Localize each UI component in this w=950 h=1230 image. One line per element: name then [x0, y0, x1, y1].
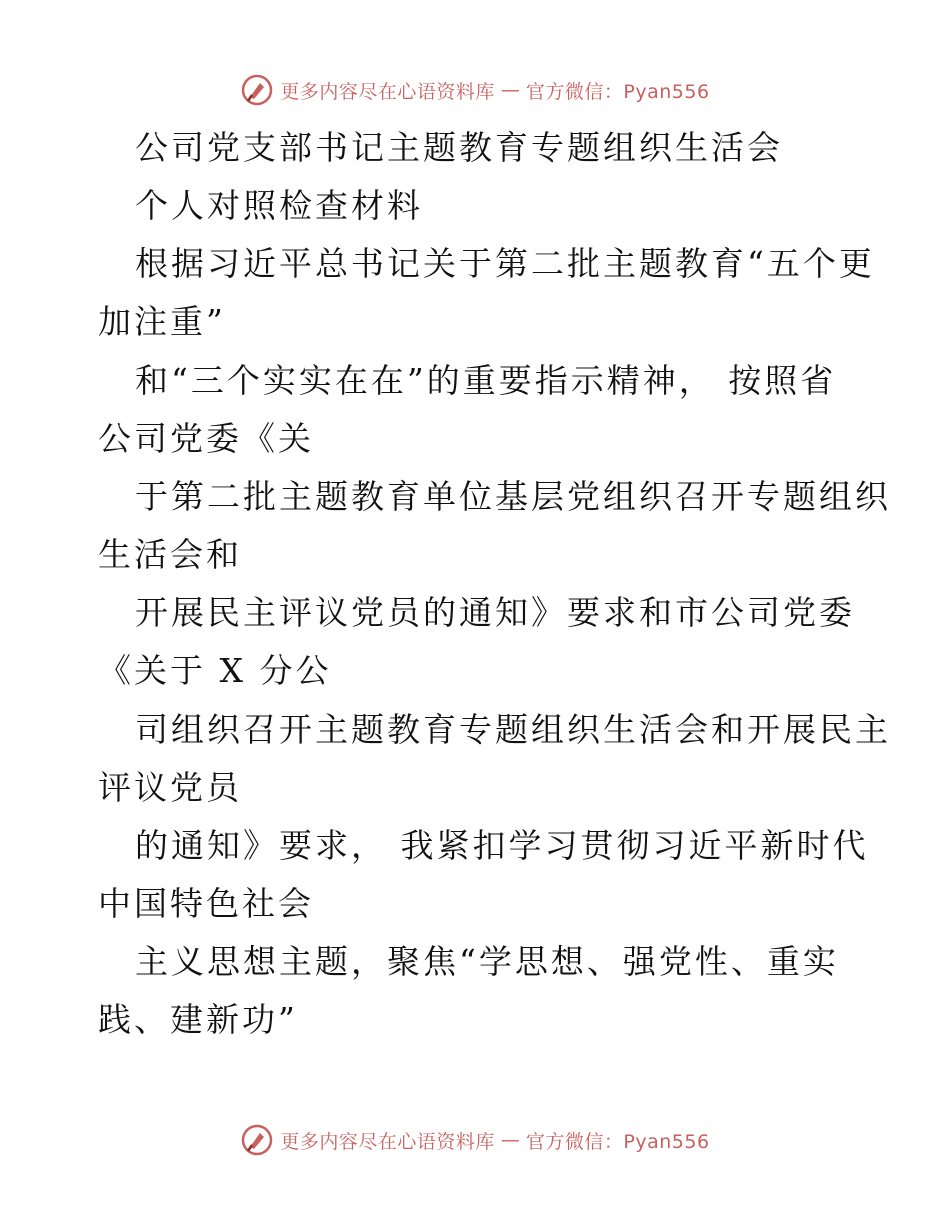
pen-nib-logo-icon [240, 1123, 274, 1157]
doc-line: 中国特色社会 [98, 884, 314, 923]
doc-subtitle: 个人对照检查材料 [135, 186, 423, 225]
doc-line: 践、建新功” [98, 1000, 298, 1039]
doc-line: 生活会和 [98, 535, 242, 574]
doc-title: 公司党支部书记主题教育专题组织生活会 [135, 128, 783, 167]
doc-line: 的通知》要求， 我紧扣学习贯彻习近平新时代 [135, 826, 869, 865]
doc-line: 《关于 X 分公 [98, 651, 332, 690]
doc-line: 于第二批主题教育单位基层党组织召开专题组织 [135, 477, 891, 516]
header-watermark [0, 70, 950, 110]
watermark-text: 更多内容尽在心语资料库 [280, 80, 495, 103]
doc-line: 和“三个实实在在”的重要指示精神， 按照省 [135, 361, 837, 400]
watermark-separator: — [500, 79, 520, 101]
doc-line: 加注重” [98, 302, 226, 341]
doc-line: 根据习近平总书记关于第二批主题教育“五个更 [135, 244, 875, 283]
doc-line: 开展民主评议党员的通知》要求和市公司党委 [135, 593, 855, 632]
doc-line: 公司党委《关 [98, 419, 314, 458]
watermark-text: 更多内容尽在心语资料库 [280, 1130, 495, 1153]
doc-line: 司组织召开主题教育专题组织生活会和开展民主 [135, 710, 891, 749]
doc-line: 主义思想主题，聚焦“学思想、强党性、重实 [135, 942, 839, 981]
watermark-wechat: 官方微信：Pyan556 [525, 1130, 710, 1153]
doc-line: 评议党员 [98, 768, 242, 807]
watermark-wechat: 官方微信：Pyan556 [525, 80, 710, 103]
pen-nib-logo-icon [240, 73, 274, 107]
watermark-separator: — [500, 1129, 520, 1151]
footer-watermark [0, 1120, 950, 1160]
